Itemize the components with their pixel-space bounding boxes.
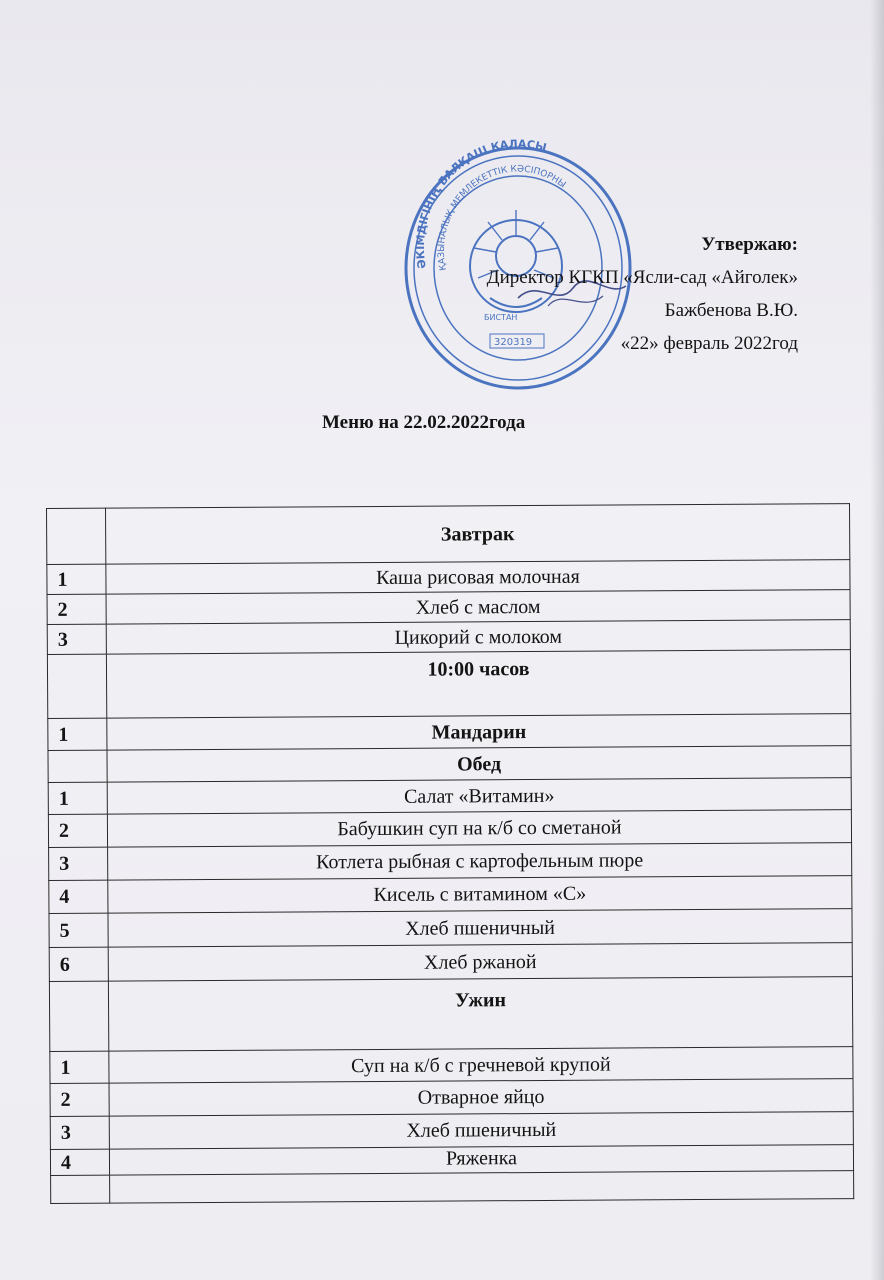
table-row xyxy=(49,843,852,881)
table-row xyxy=(49,876,852,914)
item-num: 1 xyxy=(50,1051,109,1083)
section-title-dinner: Ужин xyxy=(108,977,852,1052)
item-name: Котлета рыбная с картофельным пюре xyxy=(108,843,852,881)
section-title-snack: 10:00 часов xyxy=(106,650,850,719)
item-name: Хлеб с маслом xyxy=(106,590,850,625)
item-name: Ряженка xyxy=(109,1145,853,1176)
item-name: Хлеб пшеничный xyxy=(109,1112,853,1150)
table-row xyxy=(50,1112,853,1150)
item-name: Хлеб пшеничный xyxy=(108,909,852,948)
table-row xyxy=(48,778,851,815)
item-name: Каша рисовая молочная xyxy=(106,560,850,595)
table-row xyxy=(47,590,850,625)
item-num: 4 xyxy=(50,1149,109,1175)
item-num: 2 xyxy=(50,1083,109,1116)
section-title-lunch: Обед xyxy=(107,746,851,783)
empty-cell xyxy=(51,1175,110,1203)
table-row xyxy=(49,943,852,982)
approval-block xyxy=(487,228,798,360)
item-num: 3 xyxy=(47,624,106,654)
item-num: 1 xyxy=(48,782,107,814)
item-num: 5 xyxy=(49,913,108,947)
menu-title: Меню на 22.02.2022года xyxy=(322,412,526,433)
section-num-cell xyxy=(47,508,106,564)
item-num: 3 xyxy=(50,1116,109,1149)
item-name: Суп на к/б с гречневой крупой xyxy=(109,1047,853,1084)
item-num: 1 xyxy=(48,718,107,750)
approval-title: Утвержаю: xyxy=(701,234,798,255)
item-name: Цикорий с молоком xyxy=(106,620,850,655)
stamp-code: 320319 xyxy=(494,337,533,348)
item-name: Мандарин xyxy=(107,714,851,751)
item-name: Отварное яйцо xyxy=(109,1079,853,1117)
section-row-breakfast xyxy=(47,504,850,565)
section-num-cell xyxy=(48,750,107,782)
section-num-cell xyxy=(49,981,108,1051)
table-row xyxy=(50,1079,853,1117)
section-title-breakfast: Завтрак xyxy=(106,504,850,565)
item-num: 4 xyxy=(49,880,108,913)
section-row-dinner xyxy=(49,977,852,1052)
item-name: Салат «Витамин» xyxy=(107,778,851,815)
stamp-label: БИСТАН xyxy=(484,313,518,322)
table-row xyxy=(48,810,851,848)
table-row xyxy=(49,909,852,948)
empty-row xyxy=(51,1171,854,1204)
table-row xyxy=(47,560,850,595)
empty-cell xyxy=(110,1171,854,1204)
table-row xyxy=(47,620,850,655)
item-num: 2 xyxy=(48,814,107,847)
item-num: 2 xyxy=(47,594,106,624)
stamp-inner-text: ҚАЗЫНАЛЫҚ МЕМЛЕКЕТТІК КӘСІПОРНЫ xyxy=(436,164,568,272)
section-row-snack xyxy=(47,650,850,719)
approval-date: «22» февраль 2022год xyxy=(620,333,798,354)
item-num: 6 xyxy=(49,947,108,981)
item-name: Кисель с витамином «С» xyxy=(108,876,852,914)
table-row xyxy=(48,714,851,751)
menu-table xyxy=(46,503,854,1204)
item-num: 1 xyxy=(47,564,106,594)
item-name: Хлеб ржаной xyxy=(108,943,852,982)
approval-name: Бажбенова В.Ю. xyxy=(664,300,798,321)
item-name: Бабушкин суп на к/б со сметаной xyxy=(107,810,851,848)
page-shadow xyxy=(870,0,884,1280)
item-num: 3 xyxy=(49,847,108,880)
section-num-cell xyxy=(47,654,106,718)
approval-director: Директор КГКП «Ясли-сад «Айголек» xyxy=(486,267,798,288)
stamp-outer-text: ӘКІМДІГІНІҢ БАЛҚАШ ҚАЛАСЫ xyxy=(413,138,548,270)
section-row-lunch xyxy=(48,746,851,783)
table-row xyxy=(50,1047,853,1084)
